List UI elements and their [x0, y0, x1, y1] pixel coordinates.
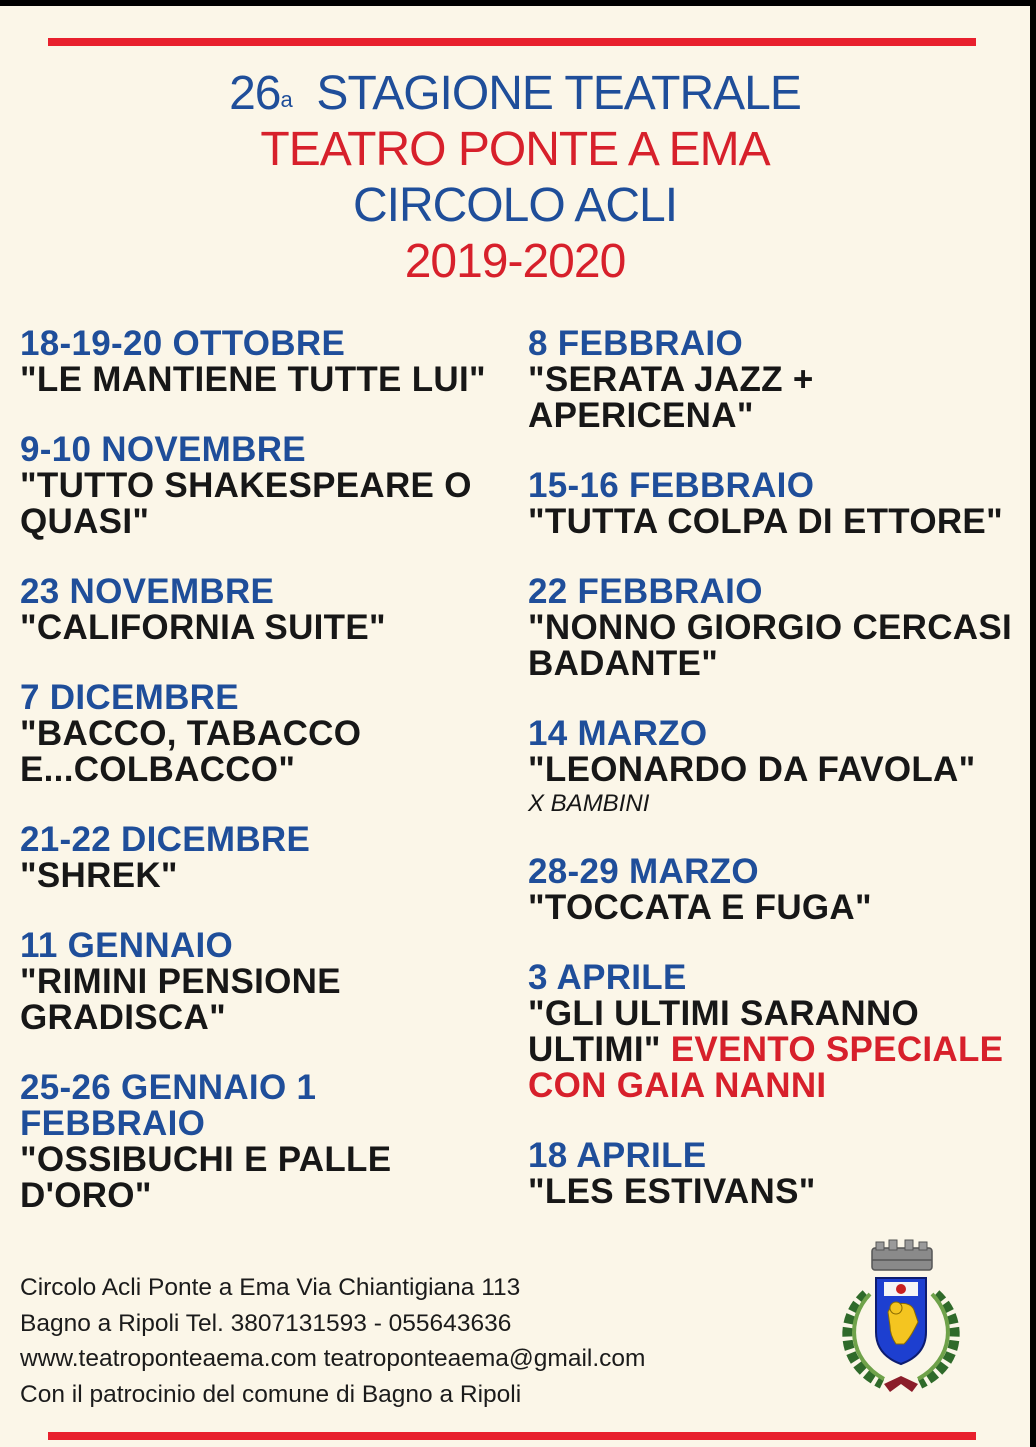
event-date: 22 FEBBRAIO	[528, 572, 763, 611]
event-date: 8 FEBBRAIO	[528, 324, 743, 363]
event-item	[528, 326, 1023, 434]
event-title: "RIMINI PENSIONE GRADISCA"	[20, 962, 341, 1037]
event-date: 9-10 NOVEMBRE	[20, 430, 306, 469]
event-date: 3 APRILE	[528, 958, 687, 997]
event-date: 18-19-20 OTTOBRE	[20, 324, 346, 363]
event-title: "CALIFORNIA SUITE"	[20, 608, 386, 647]
event-title: "LES ESTIVANS"	[528, 1172, 816, 1211]
event-title: "OSSIBUCHI E PALLE D'ORO"	[20, 1140, 392, 1215]
right-event-column	[528, 326, 1023, 1244]
special-event-label: EVENTO SPECIALE CON GAIA NANNI	[528, 1030, 1004, 1105]
event-title: "BACCO, TABACCO E...COLBACCO"	[20, 714, 362, 789]
event-date: 23 NOVEMBRE	[20, 572, 275, 611]
bottom-red-divider	[48, 1432, 976, 1440]
poster	[0, 6, 1030, 1447]
event-item	[528, 468, 1023, 540]
event-date: 7 DICEMBRE	[20, 678, 239, 717]
event-title: "NONNO GIORGIO CERCASI BADANTE"	[528, 608, 1013, 683]
event-title: "GLI ULTIMI SARANNO ULTIMI"	[528, 994, 920, 1069]
event-item	[20, 574, 520, 646]
top-red-divider	[48, 38, 976, 46]
event-item	[20, 326, 520, 398]
event-date: 14 MARZO	[528, 714, 708, 753]
season-number: 26	[229, 67, 281, 120]
event-item	[20, 432, 520, 540]
footer-phone: Bagno a Ripoli Tel. 3807131593 - 055643636	[20, 1309, 512, 1337]
event-date: 21-22 DICEMBRE	[20, 820, 311, 859]
event-date: 15-16 FEBBRAIO	[528, 466, 815, 505]
footer-address: Circolo Acli Ponte a Ema Via Chiantigiana 113	[20, 1274, 521, 1301]
event-title: "TUTTO SHAKESPEARE O QUASI"	[20, 466, 472, 541]
circle-name: CIRCOLO ACLI	[352, 179, 678, 232]
event-title-with-special	[528, 996, 1023, 1104]
event-item	[20, 1070, 520, 1214]
event-item	[20, 822, 520, 894]
event-title: "TUTTA COLPA DI ETTORE"	[528, 502, 1003, 541]
event-date: 25-26 GENNAIO 1 FEBBRAIO	[20, 1068, 317, 1143]
header	[0, 66, 1030, 290]
season-heading	[0, 66, 1030, 122]
event-date: 11 GENNAIO	[20, 926, 234, 965]
event-item	[528, 854, 1023, 926]
season-superscript: a	[280, 87, 292, 112]
event-date: 18 APRILE	[528, 1136, 707, 1175]
season-years: 2019-2020	[404, 235, 626, 288]
season-text: STAGIONE TEATRALE	[316, 67, 801, 120]
municipal-coat-of-arms-icon	[826, 1234, 976, 1404]
footer-web-email: www.teatroponteaema.com teatroponteaema@gmail.com	[20, 1345, 646, 1372]
event-note: X BAMBINI	[528, 790, 650, 817]
theatre-name: TEATRO PONTE A EMA	[260, 123, 770, 176]
event-title: "TOCCATA E FUGA"	[528, 888, 872, 927]
event-item	[20, 928, 520, 1036]
event-item	[528, 960, 1023, 1104]
event-item	[528, 1138, 1023, 1210]
event-item	[528, 716, 1023, 820]
event-title: "LEONARDO DA FAVOLA"	[528, 750, 976, 789]
left-event-column	[20, 326, 520, 1248]
footer-patronage: Con il patrocinio del comune di Bagno a Ripoli	[20, 1380, 522, 1408]
event-date: 28-29 MARZO	[528, 852, 759, 891]
footer-contact	[20, 1270, 820, 1412]
event-item	[528, 574, 1023, 682]
event-item	[20, 680, 520, 788]
event-title: "SERATA JAZZ + APERICENA"	[528, 360, 814, 435]
event-title: "SHREK"	[20, 856, 178, 895]
event-title: "LE MANTIENE TUTTE LUI"	[20, 360, 486, 399]
